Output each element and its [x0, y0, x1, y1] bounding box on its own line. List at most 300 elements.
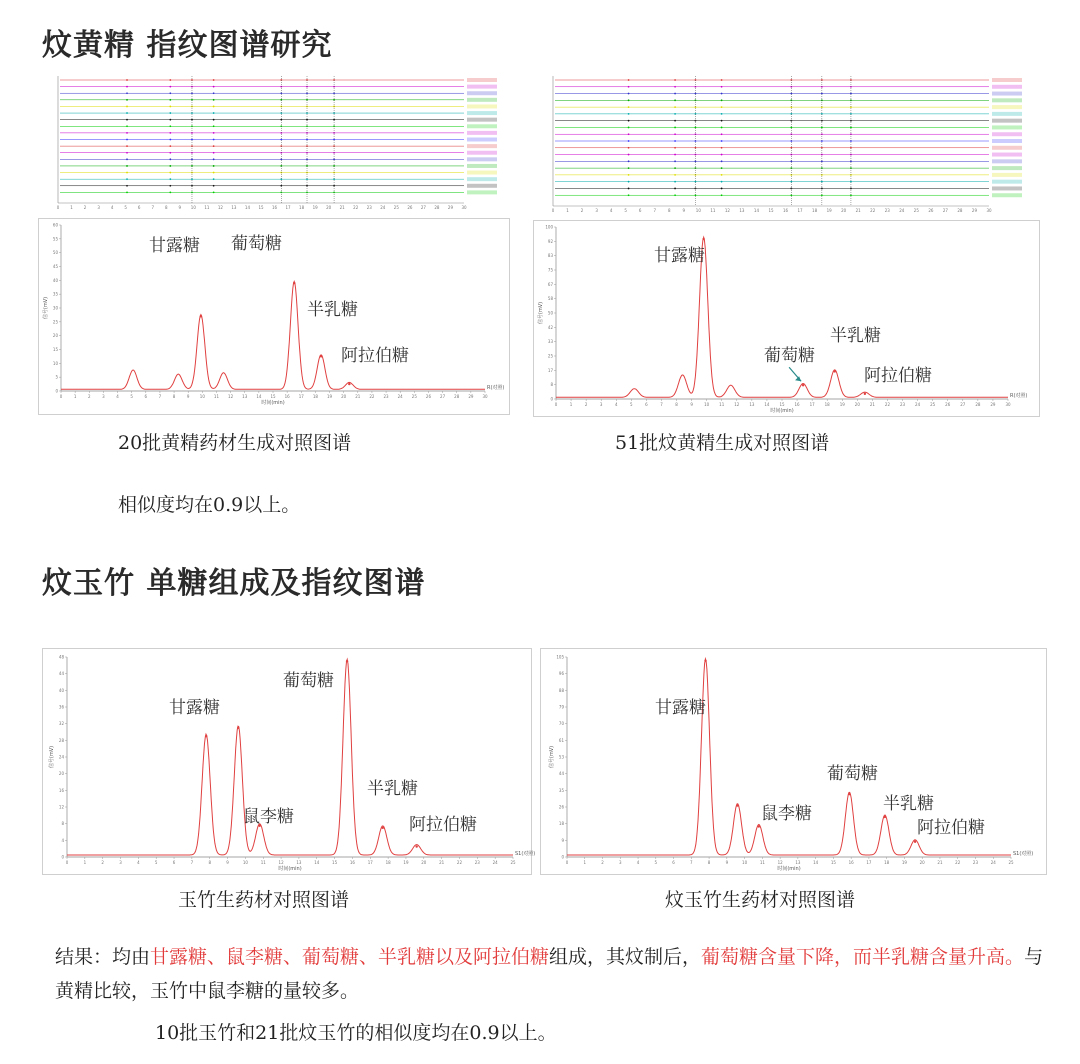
overlay-peak [169, 112, 171, 114]
overlay-peak [674, 133, 676, 135]
y-tick-label: 20 [58, 771, 64, 777]
x-tick-label: 25 [411, 394, 417, 399]
x-tick-label: 7 [690, 860, 693, 865]
peak-marker [320, 355, 322, 357]
peak-marker [346, 660, 348, 662]
x-tick-label: 9 [725, 860, 729, 865]
overlay-peak [721, 147, 723, 149]
overlay-x-tick-label: 9 [682, 208, 686, 213]
overlay-x-tick-label: 20 [841, 208, 847, 213]
overlay-peak [126, 125, 128, 127]
overlay-x-tick-label: 28 [434, 205, 440, 210]
overlay-peak [721, 133, 723, 135]
fig-huangjing-overlay [38, 70, 508, 215]
x-tick-label: 20 [919, 860, 925, 865]
peak-marker [348, 383, 350, 385]
x-tick-label: 3 [102, 394, 105, 399]
overlay-x-tick-label: 22 [353, 205, 359, 210]
overlay-peak [628, 140, 630, 142]
x-tick-label: 11 [719, 402, 725, 407]
x-tick-label: 9 [186, 394, 190, 399]
overlay-x-tick-label: 8 [164, 205, 168, 210]
y-tick-label: 70 [558, 721, 564, 727]
y-tick-label: 12 [58, 804, 64, 810]
overlay-x-tick-label: 7 [151, 205, 155, 210]
x-tick-label: 2 [584, 402, 588, 407]
overlay-fingerprint-20 [38, 70, 508, 215]
overlay-peak [213, 152, 215, 154]
overlay-peak [169, 172, 171, 174]
x-axis-label: 时间(min) [770, 408, 794, 414]
y-tick-label: 0 [550, 396, 553, 402]
y-tick-label: 33 [547, 339, 553, 345]
overlay-fingerprint-51 [533, 70, 1033, 218]
y-tick-label: 18 [558, 821, 564, 827]
peak-marker [864, 393, 866, 395]
y-tick-label: 5 [55, 374, 58, 380]
y-tick-label: 100 [545, 224, 553, 230]
overlay-x-tick-label: 16 [271, 205, 278, 210]
overlay-x-tick-label: 22 [870, 208, 876, 213]
overlay-peak [721, 167, 723, 169]
peak-marker [802, 384, 804, 386]
x-tick-label: 26 [945, 402, 951, 407]
overlay-peak [213, 86, 215, 88]
overlay-x-tick-label: 11 [204, 205, 210, 210]
overlay-peak [721, 140, 723, 142]
overlay-x-tick-label: 24 [380, 205, 386, 210]
overlay-legend-swatch [992, 153, 1022, 157]
overlay-x-tick-label: 3 [97, 205, 100, 210]
overlay-peak [721, 127, 723, 129]
x-axis-label: 时间(min) [278, 866, 302, 872]
overlay-peak [721, 174, 723, 176]
overlay-x-tick-label: 17 [285, 205, 291, 210]
y-tick-label: 88 [558, 687, 564, 693]
peak-label: 葡萄糖 [283, 671, 334, 691]
overlay-peak [126, 99, 128, 101]
x-tick-label: 25 [1008, 860, 1014, 865]
overlay-x-tick-label: 2 [83, 205, 87, 210]
x-tick-label: 28 [975, 402, 981, 407]
overlay-x-tick-label: 26 [407, 205, 413, 210]
x-tick-label: 22 [456, 860, 463, 865]
peak-label: 葡萄糖 [827, 764, 878, 784]
overlay-peak [126, 106, 128, 108]
x-tick-label: 18 [312, 394, 318, 399]
x-tick-label: 2 [101, 860, 104, 865]
overlay-x-tick-label: 13 [739, 208, 745, 213]
x-tick-label: 16 [794, 402, 800, 407]
x-tick-label: 1 [569, 402, 573, 407]
caption-yuzhu: 玉竹生药材对照图谱 [178, 889, 350, 911]
result-change: 葡萄糖含量下降，而半乳糖含量升高。 [701, 946, 1025, 968]
x-tick-label: 16 [848, 860, 854, 865]
overlay-x-tick-label: 20 [326, 205, 332, 210]
x-tick-label: 3 [619, 860, 622, 865]
x-tick-label: 2 [601, 860, 604, 865]
overlay-legend-swatch [467, 164, 497, 168]
x-tick-label: 10 [199, 394, 205, 399]
peak-label: 阿拉伯糖 [341, 346, 409, 366]
result-prefix: 结果：均由 [55, 946, 151, 968]
y-tick-label: 58 [547, 296, 553, 302]
x-tick-label: 7 [190, 860, 194, 865]
overlay-peak [674, 160, 676, 162]
x-tick-label: 21 [869, 402, 875, 407]
y-axis-label: 信号(mV) [538, 301, 544, 325]
overlay-peak [674, 181, 676, 183]
overlay-peak [628, 194, 630, 196]
x-tick-label: 8 [172, 394, 176, 399]
overlay-x-tick-label: 8 [667, 208, 671, 213]
overlay-legend-swatch [992, 132, 1022, 136]
legend-label: R(对照) [1010, 393, 1028, 399]
overlay-peak [628, 147, 630, 149]
legend-label: S1(对照) [515, 851, 536, 857]
x-tick-label: 5 [154, 860, 158, 865]
overlay-legend-swatch [467, 124, 497, 128]
peak-marker [884, 816, 886, 818]
overlay-peak [126, 92, 128, 94]
overlay-x-tick-label: 12 [724, 208, 730, 213]
overlay-x-tick-label: 30 [986, 208, 992, 213]
overlay-x-tick-label: 25 [393, 205, 399, 210]
x-tick-label: 8 [208, 860, 211, 865]
overlay-peak [169, 158, 171, 160]
y-tick-label: 0 [561, 854, 564, 860]
overlay-peak [169, 185, 171, 187]
x-tick-label: 6 [672, 860, 675, 865]
overlay-legend-swatch [992, 139, 1022, 143]
overlay-peak [721, 79, 723, 81]
overlay-peak [628, 181, 630, 183]
overlay-x-tick-label: 25 [913, 208, 919, 213]
overlay-x-tick-label: 3 [595, 208, 598, 213]
x-tick-label: 17 [809, 402, 815, 407]
x-tick-label: 12 [228, 394, 234, 399]
overlay-peak [169, 165, 171, 167]
x-tick-label: 23 [383, 394, 389, 399]
overlay-peak [169, 92, 171, 94]
overlay-peak [628, 120, 630, 122]
overlay-peak [169, 178, 171, 180]
overlay-peak [721, 106, 723, 108]
overlay-peak [721, 99, 723, 101]
overlay-x-tick-label: 5 [624, 208, 627, 213]
x-tick-label: 21 [355, 394, 361, 399]
overlay-peak [213, 99, 215, 101]
x-tick-label: 27 [440, 394, 446, 399]
overlay-peak [674, 147, 676, 149]
y-tick-label: 96 [558, 671, 564, 677]
x-tick-label: 9 [226, 860, 229, 865]
overlay-peak [674, 86, 676, 88]
peak-label: 半乳糖 [830, 326, 881, 346]
chromatogram-trace [61, 281, 485, 389]
overlay-legend-swatch [992, 186, 1022, 190]
x-tick-label: 25 [930, 402, 936, 407]
overlay-peak [169, 79, 171, 81]
overlay-peak [126, 139, 128, 141]
overlay-x-tick-label: 10 [190, 205, 196, 210]
x-tick-label: 23 [899, 402, 906, 407]
section2-title: 炆玉竹 单糖组成及指纹图谱 [42, 566, 426, 601]
y-tick-label: 44 [558, 771, 564, 777]
peak-marker [293, 282, 295, 284]
y-tick-label: 83 [547, 253, 553, 259]
overlay-peak [126, 158, 128, 160]
overlay-x-tick-label: 29 [971, 208, 978, 213]
overlay-x-tick-label: 30 [461, 205, 467, 210]
overlay-peak [628, 79, 630, 81]
fig-huangjing-chart [38, 218, 510, 415]
x-tick-label: 10 [704, 402, 710, 407]
overlay-x-tick-label: 17 [797, 208, 803, 213]
overlay-legend-swatch [467, 144, 497, 148]
peak-label: 半乳糖 [883, 794, 934, 814]
overlay-peak [169, 119, 171, 121]
y-tick-label: 50 [547, 310, 553, 316]
overlay-peak [213, 172, 215, 174]
caption-huangjing: 20批黄精药材生成对照图谱 [118, 432, 352, 454]
x-tick-label: 24 [915, 402, 921, 407]
x-tick-label: 17 [866, 860, 872, 865]
peak-marker [382, 827, 384, 829]
overlay-x-tick-label: 12 [217, 205, 223, 210]
overlay-x-tick-label: 7 [653, 208, 657, 213]
overlay-peak [126, 119, 128, 121]
overlay-peak [628, 188, 630, 190]
overlay-peak [628, 93, 630, 95]
peak-label: 鼠李糖 [243, 807, 294, 827]
y-tick-label: 15 [52, 347, 58, 352]
x-tick-label: 1 [73, 394, 77, 399]
x-tick-label: 14 [764, 402, 770, 407]
overlay-x-tick-label: 19 [826, 208, 832, 213]
overlay-peak [674, 140, 676, 142]
x-tick-label: 18 [385, 860, 391, 865]
similarity-note-1: 相似度均在0.9以上。 [118, 494, 301, 516]
peak-marker [205, 735, 207, 737]
overlay-peak [169, 191, 171, 193]
x-tick-label: 8 [707, 860, 711, 865]
overlay-legend-swatch [467, 91, 497, 95]
peak-label: 阿拉伯糖 [917, 818, 985, 838]
overlay-x-tick-label: 13 [231, 205, 237, 210]
y-tick-label: 25 [52, 319, 58, 325]
y-tick-label: 79 [558, 704, 564, 710]
y-tick-label: 16 [58, 787, 64, 793]
y-axis-label: 信号(mV) [549, 745, 555, 769]
x-tick-label: 1 [583, 860, 587, 865]
overlay-peak [213, 139, 215, 141]
x-tick-label: 5 [630, 402, 633, 407]
result-sugars: 甘露糖、鼠李糖、葡萄糖、半乳糖以及阿拉伯糖 [150, 946, 550, 968]
overlay-legend-swatch [992, 85, 1022, 89]
x-tick-label: 19 [901, 860, 907, 865]
overlay-peak [628, 154, 630, 156]
y-tick-label: 9 [561, 837, 564, 843]
x-tick-label: 8 [675, 402, 678, 407]
x-tick-label: 3 [119, 860, 122, 865]
overlay-peak [213, 145, 215, 147]
x-tick-label: 15 [270, 394, 276, 399]
peak-marker [415, 845, 417, 847]
chart-wenyuzhu [541, 649, 1046, 874]
x-tick-label: 0 [554, 402, 558, 407]
x-tick-label: 20 [421, 860, 427, 865]
overlay-peak [169, 145, 171, 147]
x-tick-label: 14 [314, 860, 320, 865]
peak-marker [736, 804, 738, 806]
overlay-x-tick-label: 6 [638, 208, 642, 213]
x-tick-label: 17 [298, 394, 304, 399]
x-tick-label: 23 [474, 860, 480, 865]
legend-label: R(对照) [487, 385, 505, 391]
x-tick-label: 14 [256, 394, 262, 399]
overlay-peak [213, 132, 215, 134]
x-tick-label: 21 [439, 860, 445, 865]
x-tick-label: 13 [242, 394, 248, 399]
x-tick-label: 5 [654, 860, 658, 865]
x-tick-label: 15 [332, 860, 338, 865]
overlay-legend-swatch [992, 166, 1022, 170]
overlay-peak [169, 132, 171, 134]
x-tick-label: 11 [213, 394, 220, 399]
peak-label: 鼠李糖 [761, 804, 812, 824]
overlay-peak [674, 120, 676, 122]
overlay-peak [126, 79, 128, 81]
section1-title: 炆黄精 指纹图谱研究 [42, 28, 333, 63]
overlay-peak [628, 113, 630, 115]
overlay-legend-swatch [467, 85, 497, 89]
peak-label: 葡萄糖 [764, 346, 815, 366]
overlay-peak [126, 152, 128, 154]
overlay-x-tick-label: 4 [110, 205, 114, 210]
peak-label: 甘露糖 [655, 698, 706, 718]
x-tick-label: 4 [636, 860, 640, 865]
y-tick-label: 60 [52, 222, 58, 228]
overlay-legend-swatch [467, 98, 497, 102]
y-tick-label: 20 [52, 333, 58, 339]
overlay-x-tick-label: 23 [884, 208, 890, 213]
caption-wenyuzhu: 炆玉竹生药材对照图谱 [665, 889, 856, 911]
x-tick-label: 0 [59, 394, 63, 399]
peak-label: 甘露糖 [169, 698, 220, 718]
y-tick-label: 61 [558, 737, 564, 743]
x-tick-label: 18 [884, 860, 890, 865]
y-tick-label: 17 [547, 367, 553, 373]
y-tick-label: 24 [58, 754, 64, 760]
overlay-legend-swatch [992, 173, 1022, 177]
overlay-x-tick-label: 0 [551, 208, 555, 213]
x-tick-label: 29 [990, 402, 996, 407]
y-tick-label: 44 [58, 671, 64, 677]
overlay-peak [213, 119, 215, 121]
overlay-peak [628, 86, 630, 88]
overlay-x-tick-label: 15 [258, 205, 264, 210]
x-tick-label: 6 [144, 394, 148, 399]
peak-marker [848, 793, 850, 795]
overlay-peak [674, 113, 676, 115]
overlay-peak [126, 86, 128, 88]
overlay-x-tick-label: 4 [609, 208, 613, 213]
overlay-legend-swatch [467, 138, 497, 142]
overlay-peak [628, 99, 630, 101]
overlay-peak [213, 125, 215, 127]
x-tick-label: 20 [854, 402, 860, 407]
overlay-legend-swatch [467, 177, 497, 181]
overlay-legend-swatch [992, 125, 1022, 129]
peak-label: 阿拉伯糖 [864, 366, 932, 386]
y-tick-label: 25 [547, 353, 553, 359]
x-tick-label: 27 [960, 402, 966, 407]
overlay-peak [721, 181, 723, 183]
overlay-peak [213, 191, 215, 193]
y-tick-label: 67 [547, 281, 553, 287]
peak-marker [237, 727, 239, 729]
overlay-x-tick-label: 23 [366, 205, 372, 210]
x-tick-label: 0 [65, 860, 69, 865]
peak-marker [758, 825, 760, 827]
x-tick-label: 14 [813, 860, 819, 865]
x-tick-label: 1 [83, 860, 87, 865]
overlay-legend-swatch [992, 159, 1022, 163]
overlay-legend-swatch [992, 92, 1022, 96]
overlay-x-tick-label: 5 [124, 205, 127, 210]
overlay-legend-swatch [992, 98, 1022, 102]
overlay-peak [721, 194, 723, 196]
x-tick-label: 19 [403, 860, 409, 865]
y-tick-label: 55 [52, 236, 58, 242]
y-tick-label: 8 [61, 821, 64, 827]
overlay-legend-swatch [992, 180, 1022, 184]
x-tick-label: 29 [468, 394, 474, 399]
result-paragraph [55, 940, 1055, 1008]
overlay-peak [213, 106, 215, 108]
x-tick-label: 13 [749, 402, 755, 407]
peak-label: 阿拉伯糖 [409, 815, 477, 835]
legend-label: S1(对照) [1013, 851, 1034, 857]
overlay-peak [126, 185, 128, 187]
overlay-peak [628, 133, 630, 135]
overlay-legend-swatch [992, 193, 1022, 197]
caption-wenhuangjing: 51批炆黄精生成对照图谱 [615, 432, 830, 454]
y-tick-label: 45 [52, 264, 58, 269]
y-tick-label: 26 [558, 804, 564, 810]
y-tick-label: 30 [52, 305, 58, 311]
overlay-peak [721, 120, 723, 122]
overlay-legend-swatch [467, 151, 497, 155]
chart-wenhuangjing [534, 221, 1039, 416]
x-tick-label: 26 [425, 394, 432, 399]
overlay-peak [721, 160, 723, 162]
x-tick-label: 24 [990, 860, 996, 865]
peak-marker [200, 315, 202, 317]
x-tick-label: 24 [492, 860, 498, 865]
x-tick-label: 12 [777, 860, 783, 865]
peak-marker [834, 370, 836, 372]
overlay-peak [169, 106, 171, 108]
overlay-peak [674, 106, 676, 108]
x-axis-label: 时间(min) [261, 400, 285, 406]
y-tick-label: 92 [547, 238, 553, 244]
y-tick-label: 40 [58, 687, 64, 693]
overlay-legend-swatch [467, 157, 497, 161]
result-suffix: 与黄精比较，玉竹中鼠李糖的量较多。 [55, 946, 1044, 1002]
overlay-peak [213, 158, 215, 160]
